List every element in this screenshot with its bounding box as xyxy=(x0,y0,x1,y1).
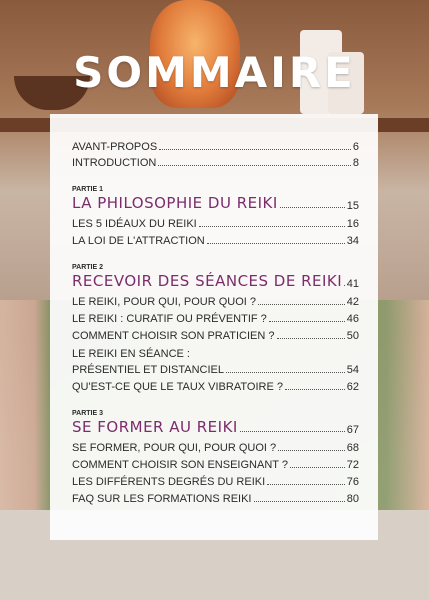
toc-entry-label: FAQ SUR LES FORMATIONS REIKI xyxy=(72,493,252,505)
toc-entry-page: 80 xyxy=(346,493,359,505)
page-title: SOMMAIRE xyxy=(73,48,356,97)
toc-entry[interactable] xyxy=(72,442,359,454)
dot-leader xyxy=(159,149,351,150)
toc-entry-label: LES 5 IDÉAUX DU REIKI xyxy=(72,218,197,230)
dot-leader xyxy=(240,431,345,432)
toc-entry[interactable] xyxy=(72,313,359,325)
dot-leader xyxy=(226,372,345,373)
toc-entry-label[interactable]: LE REIKI EN SÉANCE : xyxy=(72,348,190,360)
toc-entry-label: PRÉSENTIEL ET DISTANCIEL xyxy=(72,364,225,376)
toc-entry[interactable] xyxy=(72,364,359,376)
dot-leader xyxy=(285,389,345,390)
toc-entry[interactable] xyxy=(72,141,359,153)
toc-panel xyxy=(50,114,378,540)
part-title-label: LA PHILOSOPHIE DU REIKI xyxy=(72,194,278,212)
part-title-page: 41 xyxy=(346,278,359,290)
toc-entry-page: 34 xyxy=(346,235,359,247)
toc-entry-page: 62 xyxy=(346,381,359,393)
toc-entry-label: COMMENT CHOISIR SON PRATICIEN ? xyxy=(72,330,275,342)
toc-entry[interactable] xyxy=(72,296,359,308)
dot-leader xyxy=(277,338,345,339)
toc-entry-label: LES DIFFÉRENTS DEGRÉS DU REIKI xyxy=(72,476,266,488)
part-title-page: 67 xyxy=(346,424,359,436)
part-tag: PARTIE 3 xyxy=(72,410,103,417)
toc-entry[interactable] xyxy=(72,235,359,247)
toc-entry-page: 46 xyxy=(346,313,359,325)
dot-leader xyxy=(199,226,345,227)
toc-entry-page: 50 xyxy=(346,330,359,342)
dot-leader xyxy=(269,321,345,322)
dot-leader xyxy=(254,501,345,502)
dot-leader xyxy=(258,304,345,305)
dot-leader xyxy=(290,467,345,468)
part-title-label: RECEVOIR DES SÉANCES DE REIKI xyxy=(72,272,343,290)
part-title[interactable] xyxy=(72,418,359,436)
toc-entry-page: 8 xyxy=(352,157,359,169)
dot-leader xyxy=(267,484,345,485)
toc-entry-page: 68 xyxy=(346,442,359,454)
toc-entry-label: INTRODUCTION xyxy=(72,157,157,169)
toc-entry-page: 54 xyxy=(346,364,359,376)
toc-entry-label: LE REIKI : CURATIF OU PRÉVENTIF ? xyxy=(72,313,267,325)
dot-leader xyxy=(158,165,351,166)
toc-entry-page: 42 xyxy=(346,296,359,308)
toc-entry-page: 16 xyxy=(346,218,359,230)
toc-entry-label: QU'EST-CE QUE LE TAUX VIBRATOIRE ? xyxy=(72,381,283,393)
part-title-label: SE FORMER AU REIKI xyxy=(72,418,238,436)
toc-entry-label: AVANT-PROPOS xyxy=(72,141,158,153)
toc-entry-page: 72 xyxy=(346,459,359,471)
toc-entry-label: SE FORMER, POUR QUI, POUR QUOI ? xyxy=(72,442,277,454)
dot-leader xyxy=(207,243,345,244)
dot-leader xyxy=(278,450,345,451)
toc-entry[interactable] xyxy=(72,330,359,342)
toc-entry[interactable] xyxy=(72,459,359,471)
toc-entry-label: LE REIKI, POUR QUI, POUR QUOI ? xyxy=(72,296,256,308)
toc-entry[interactable] xyxy=(72,218,359,230)
toc-entry[interactable] xyxy=(72,476,359,488)
part-tag: PARTIE 1 xyxy=(72,186,103,193)
part-title[interactable] xyxy=(72,194,359,212)
toc-entry[interactable] xyxy=(72,493,359,505)
toc-entry-page: 76 xyxy=(346,476,359,488)
toc-entry-label: LA LOI DE L'ATTRACTION xyxy=(72,235,205,247)
part-title[interactable] xyxy=(72,272,359,290)
part-title-page: 15 xyxy=(346,200,359,212)
toc-entry-page: 6 xyxy=(352,141,359,153)
toc-entry-label: COMMENT CHOISIR SON ENSEIGNANT ? xyxy=(72,459,288,471)
part-tag: PARTIE 2 xyxy=(72,264,103,271)
dot-leader xyxy=(344,285,345,286)
toc-entry[interactable] xyxy=(72,381,359,393)
toc-entry[interactable] xyxy=(72,157,359,169)
dot-leader xyxy=(280,207,345,208)
